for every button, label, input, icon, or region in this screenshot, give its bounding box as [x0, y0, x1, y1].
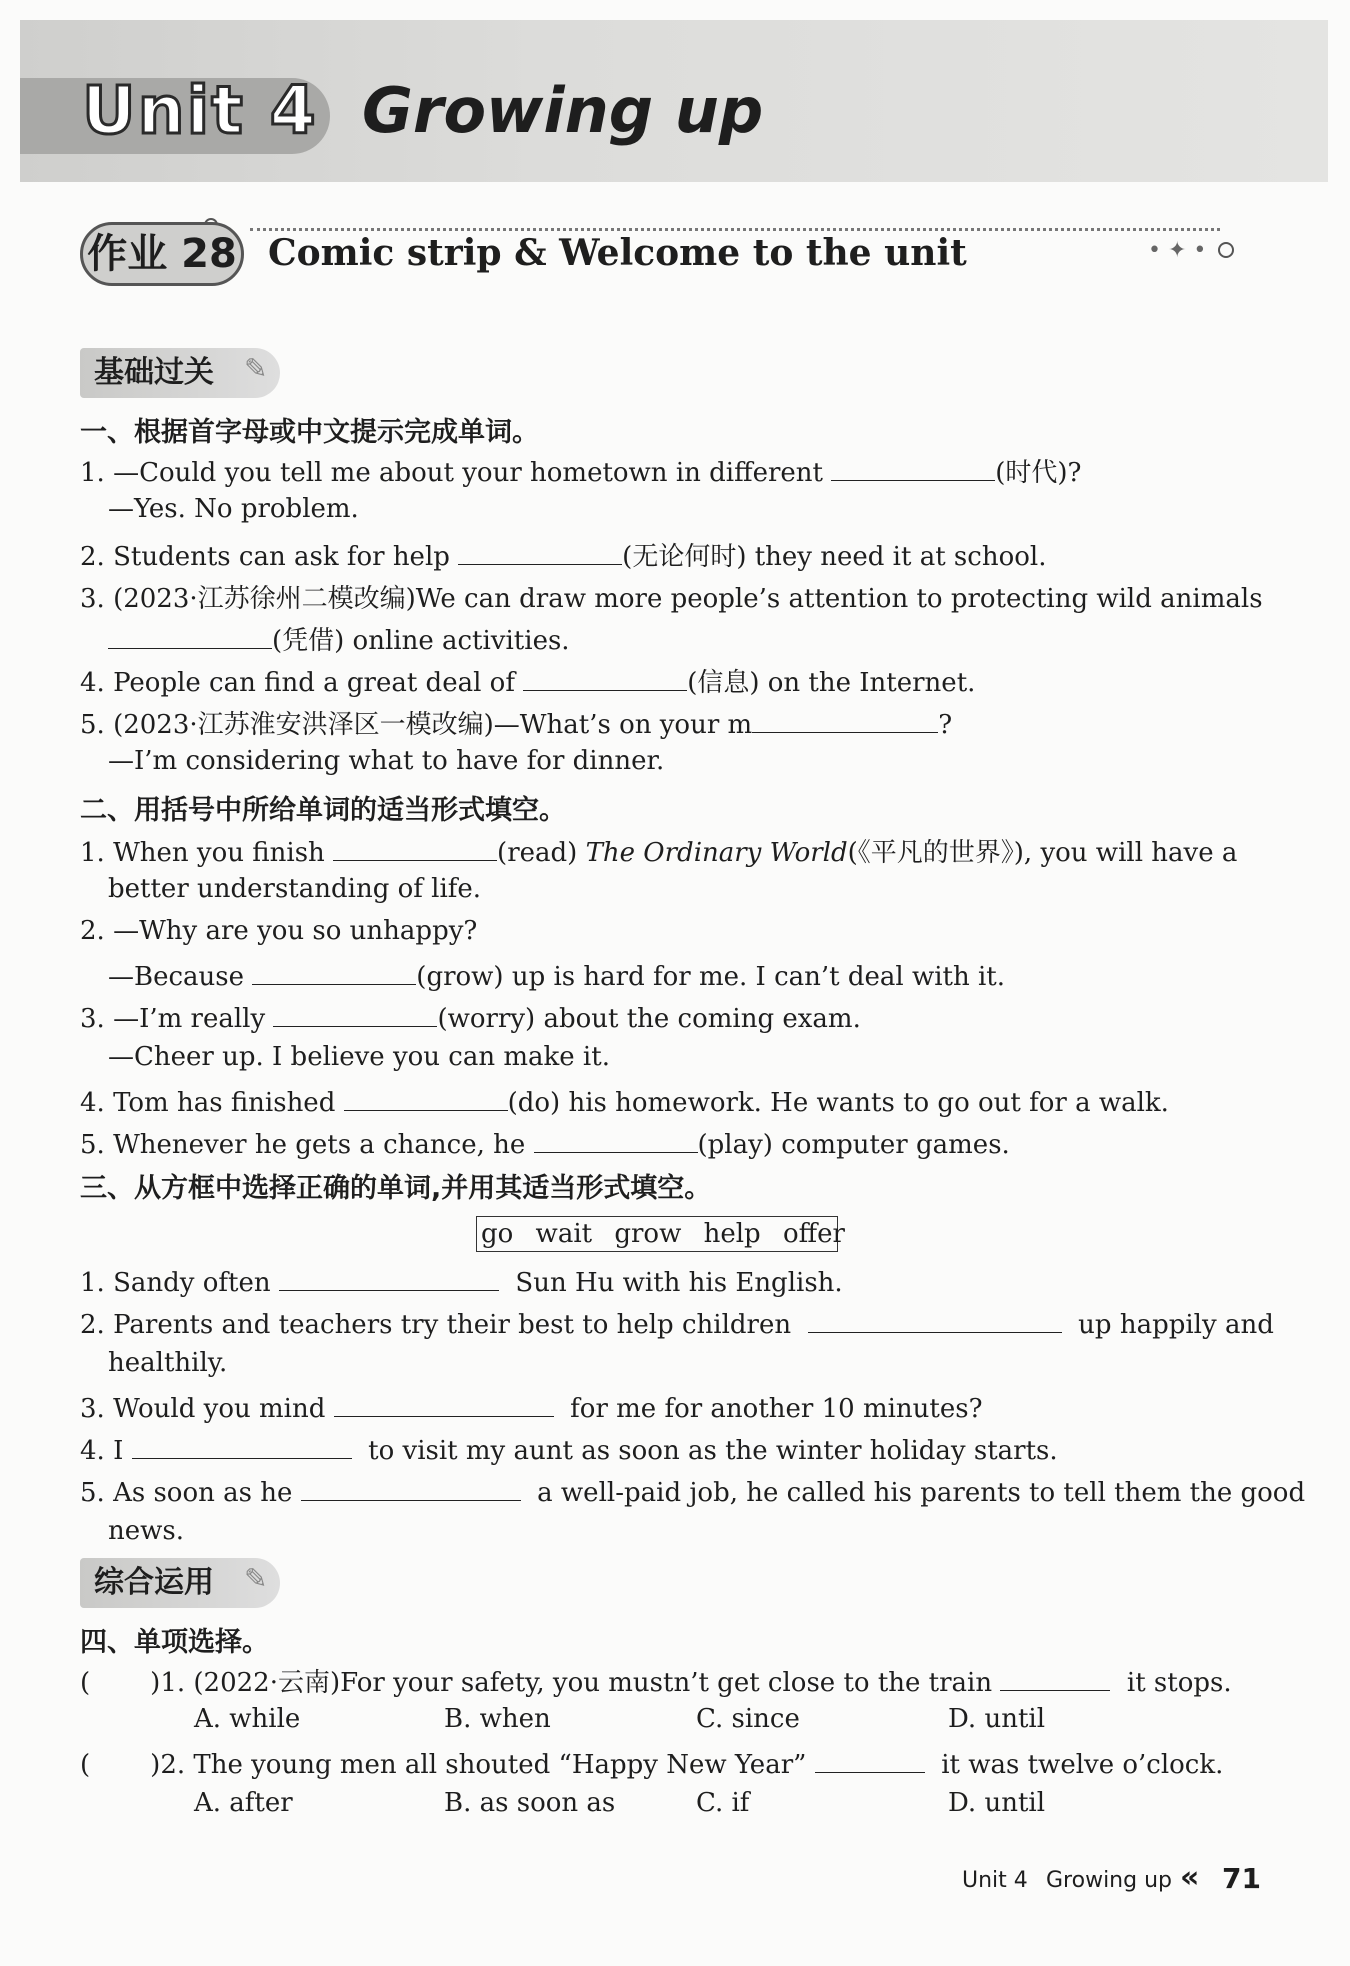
p3-q1: 1. Sandy often Sun Hu with his English.: [80, 1264, 843, 1298]
answer-blank[interactable]: [1000, 1664, 1110, 1691]
mc-q2: ( )2. The young men all shouted “Happy New Year” it was twelve o’clock.: [80, 1746, 1223, 1780]
footer-unit: Unit 4: [962, 1868, 1028, 1893]
mc-q2-option-c[interactable]: C. if: [696, 1788, 750, 1818]
p3-q3: 3. Would you mind for me for another 10 minutes?: [80, 1390, 983, 1424]
mc-q1: ( )1. (2022·云南)For your safety, you mustn’t get close to the train it stops.: [80, 1662, 1232, 1699]
mc-q1-option-a[interactable]: A. while: [194, 1704, 301, 1734]
p2-q1: 1. When you finish (read) The Ordinary World(《平凡的世界》), you will have a: [80, 832, 1237, 869]
p1-q2: 2. Students can ask for help (无论何时) they need it at school.: [80, 536, 1046, 573]
mc-q1-option-c[interactable]: C. since: [696, 1704, 800, 1734]
answer-blank[interactable]: [831, 454, 995, 481]
p2-q3: 3. —I’m really (worry) about the coming exam.: [80, 1000, 861, 1034]
p3-q4: 4. I to visit my aunt as soon as the winter holiday starts.: [80, 1432, 1058, 1466]
answer-blank[interactable]: [523, 664, 687, 691]
mc-q2-option-b[interactable]: B. as soon as: [444, 1788, 616, 1818]
p3-q2: 2. Parents and teachers try their best to help children up happily and: [80, 1306, 1274, 1340]
p2-q1-cont: better understanding of life.: [108, 874, 482, 904]
word-box: go wait grow help offer: [476, 1216, 838, 1252]
p2-q2-reply: —Because (grow) up is hard for me. I can’t deal with it.: [108, 958, 1005, 992]
p2-q2: 2. —Why are you so unhappy?: [80, 916, 478, 946]
mc-q1-option-b[interactable]: B. when: [444, 1704, 551, 1734]
part3-heading: 三、从方框中选择正确的单词,并用其适当形式填空。: [80, 1173, 712, 1204]
answer-blank[interactable]: [815, 1746, 925, 1773]
p3-q2-cont: healthily.: [108, 1348, 228, 1378]
homework-title: Comic strip & Welcome to the unit: [268, 232, 967, 274]
part2-heading: 二、用括号中所给单词的适当形式填空。: [80, 795, 566, 826]
p1-q3-cont: (凭借) online activities.: [108, 620, 570, 657]
unit-label: Unit 4: [82, 72, 318, 149]
answer-blank[interactable]: [279, 1264, 499, 1291]
pencil-icon: ✎: [244, 1562, 268, 1595]
page-number: 71: [1222, 1862, 1261, 1895]
sparkle-icon: • ✦ •: [1148, 238, 1207, 263]
mc-q2-option-a[interactable]: A. after: [194, 1788, 293, 1818]
answer-blank[interactable]: [301, 1474, 521, 1501]
p1-q4: 4. People can find a great deal of (信息) on the Internet.: [80, 662, 975, 699]
title-dotted-line: [250, 228, 1220, 231]
answer-blank[interactable]: [108, 622, 272, 649]
p3-q5-cont: news.: [108, 1516, 184, 1546]
p1-q5-reply: —I’m considering what to have for dinner.: [108, 746, 665, 776]
answer-blank[interactable]: [333, 834, 497, 861]
answer-blank[interactable]: [458, 538, 622, 565]
homework-badge: 作业 28: [80, 222, 244, 286]
answer-blank[interactable]: [334, 1390, 554, 1417]
pencil-icon: ✎: [244, 352, 268, 385]
section-basic-label: 基础过关: [80, 348, 280, 398]
part1-heading: 一、根据首字母或中文提示完成单词。: [80, 417, 539, 448]
p2-q5: 5. Whenever he gets a chance, he (play) computer games.: [80, 1126, 1010, 1160]
answer-blank[interactable]: [534, 1126, 698, 1153]
part4-heading: 四、单项选择。: [80, 1627, 269, 1658]
answer-blank[interactable]: [808, 1306, 1062, 1333]
footer-title: Growing up: [1046, 1868, 1172, 1893]
answer-blank[interactable]: [752, 706, 938, 733]
p1-q5: 5. (2023·江苏淮安洪泽区一模改编)—What’s on your m ?: [80, 704, 952, 741]
unit-title: Growing up: [362, 74, 764, 147]
p2-q3-reply: —Cheer up. I believe you can make it.: [108, 1042, 610, 1072]
double-chevron-left-icon: «: [1180, 1860, 1200, 1895]
dotted-line-end-circle: [1218, 242, 1234, 258]
answer-blank[interactable]: [344, 1084, 508, 1111]
p3-q5: 5. As soon as he a well-paid job, he called his parents to tell them the good: [80, 1474, 1305, 1508]
p1-q1: 1. —Could you tell me about your hometown in different (时代)?: [80, 452, 1081, 489]
p1-q1-reply: —Yes. No problem.: [108, 494, 359, 524]
answer-blank[interactable]: [252, 958, 416, 985]
answer-blank[interactable]: [273, 1000, 437, 1027]
p2-q4: 4. Tom has finished (do) his homework. He wants to go out for a walk.: [80, 1084, 1169, 1118]
p1-q3: 3. (2023·江苏徐州二模改编)We can draw more people’s attention to protecting wild animals: [80, 584, 1263, 614]
mc-q2-option-d[interactable]: D. until: [948, 1788, 1046, 1818]
section-applied-label: 综合运用: [80, 1558, 280, 1608]
mc-q1-option-d[interactable]: D. until: [948, 1704, 1046, 1734]
answer-blank[interactable]: [132, 1432, 352, 1459]
